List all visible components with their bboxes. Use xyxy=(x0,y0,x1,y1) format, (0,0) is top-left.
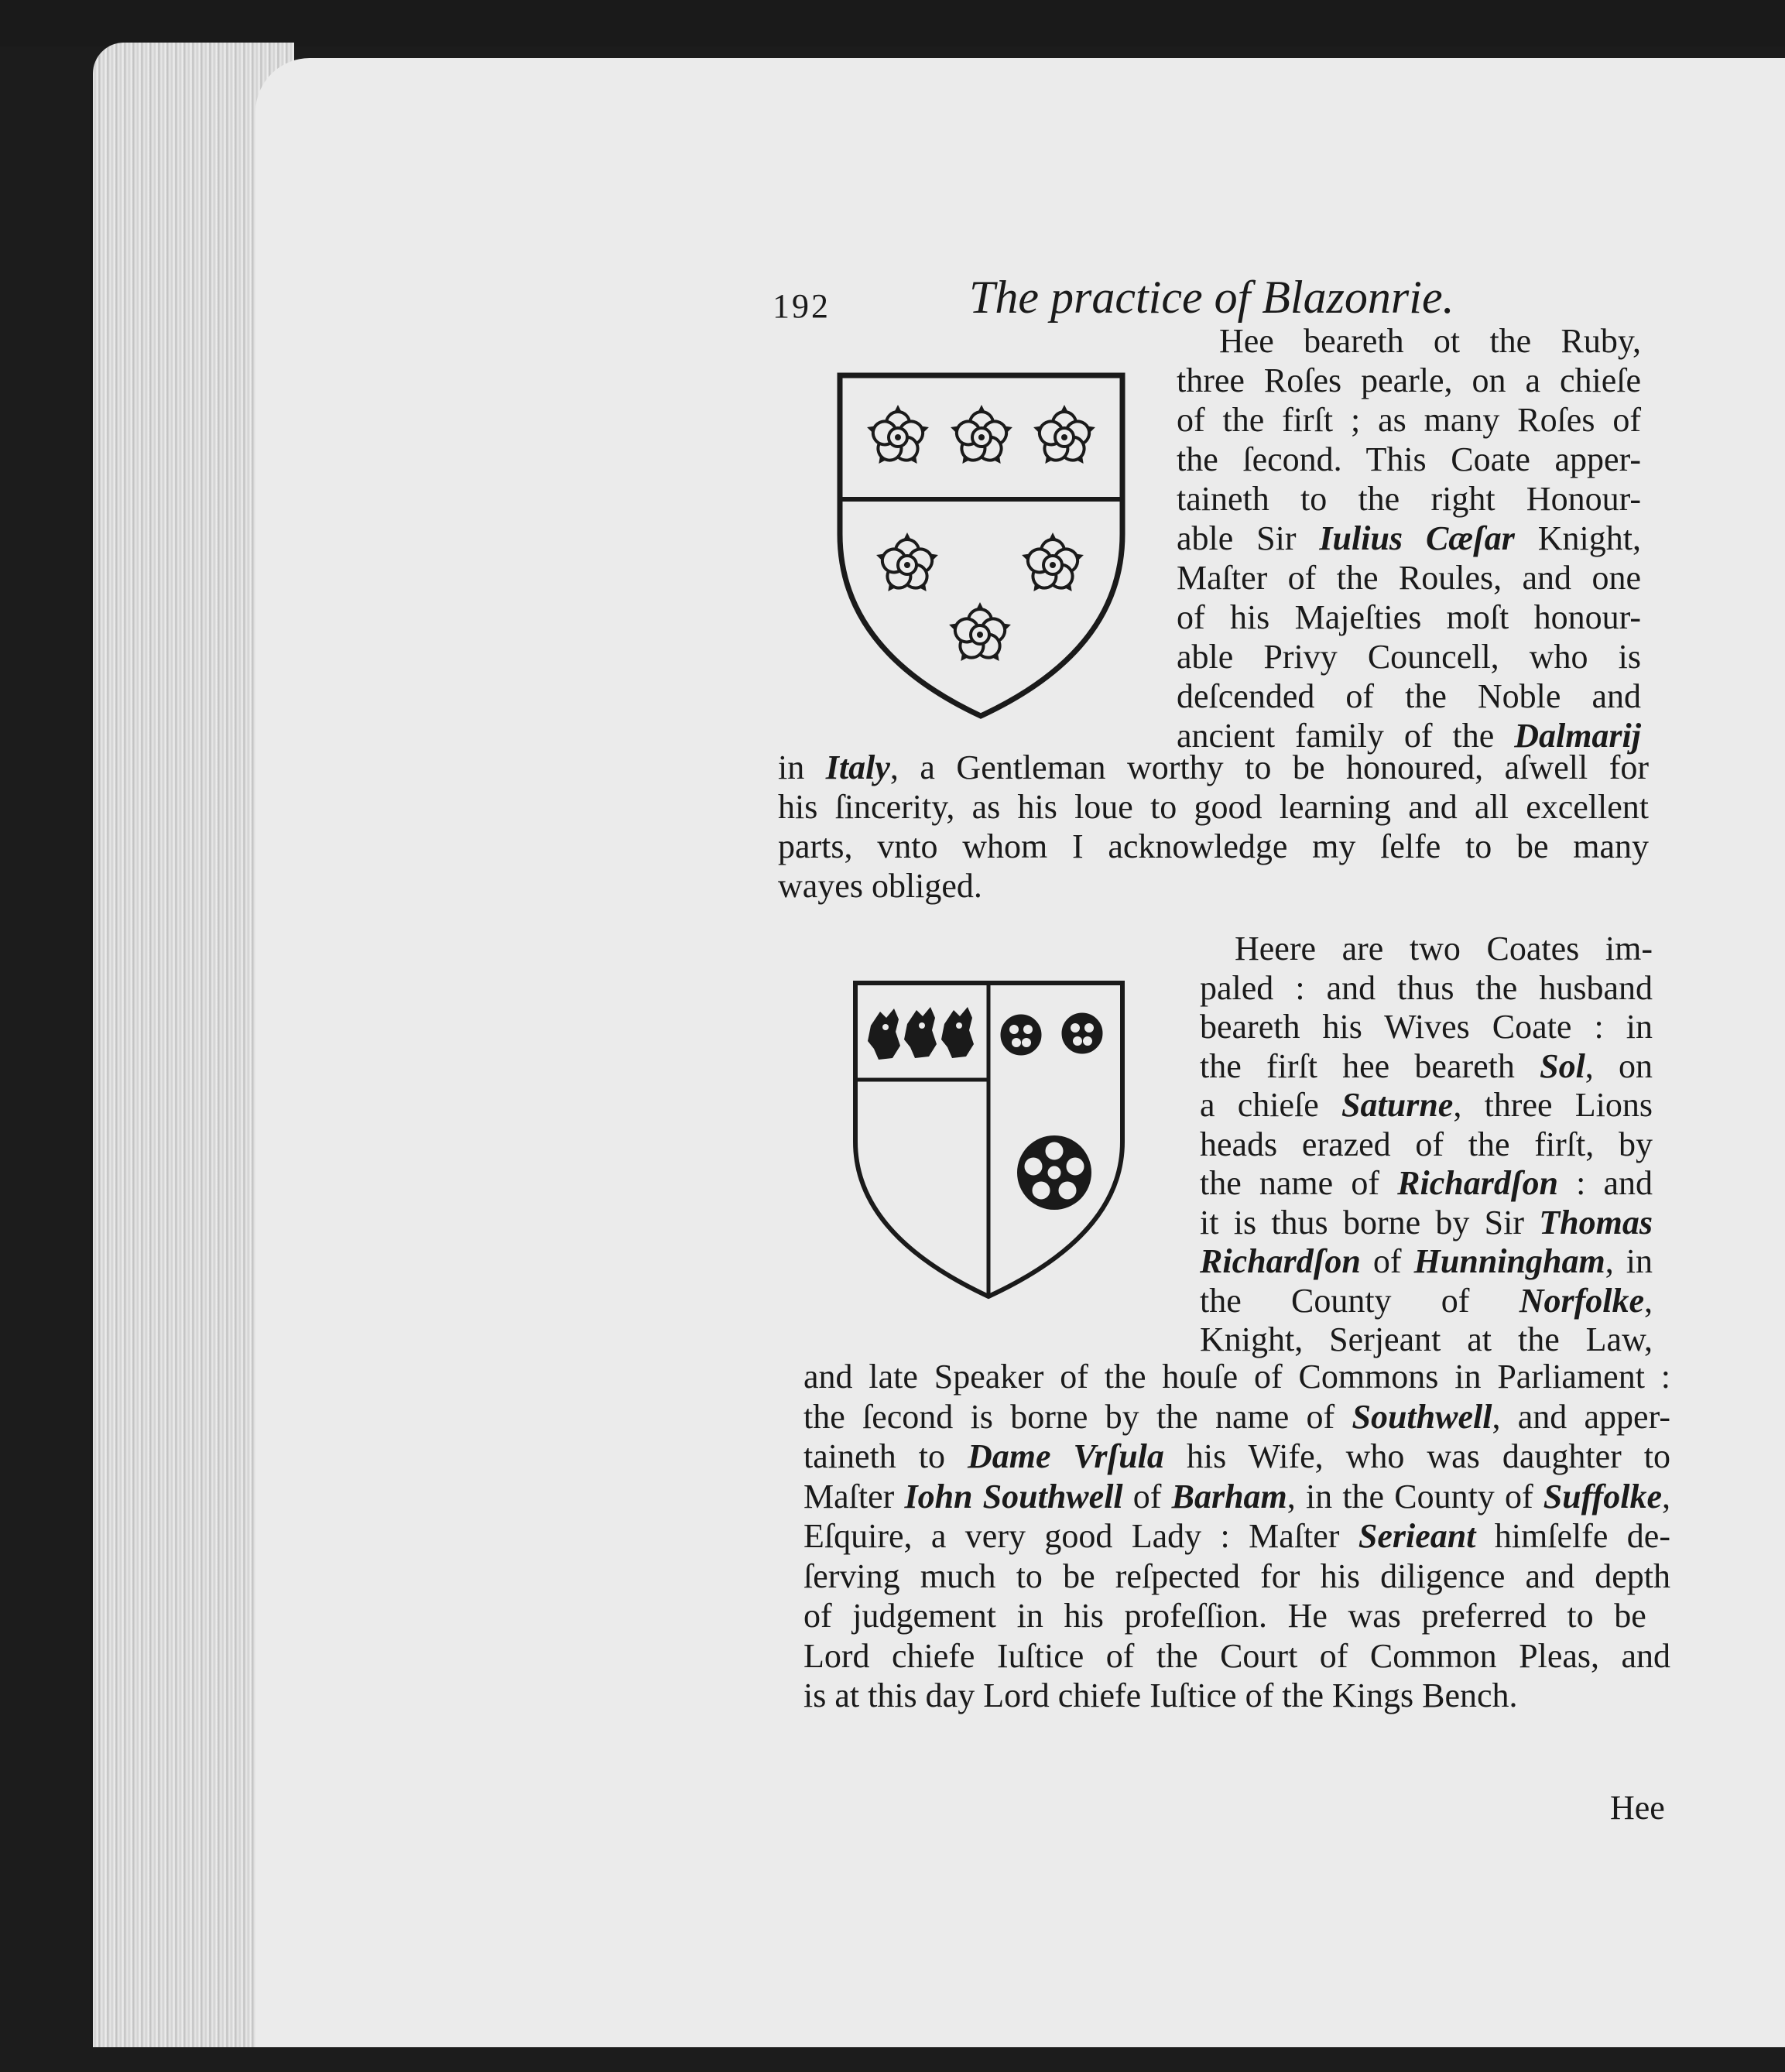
text-line xyxy=(1177,637,1641,676)
text-run: Lord chiefe Iuſtice of the Court of Common Pleas, and xyxy=(803,1636,1670,1675)
italic-name: Southwell xyxy=(1352,1397,1492,1436)
text-line xyxy=(778,748,1649,787)
text-run: Maſter of the Roules, and one xyxy=(1177,559,1641,597)
italic-name: Dalmarij xyxy=(1514,717,1641,755)
italic-name: Barham xyxy=(1171,1477,1287,1515)
text-line xyxy=(803,1477,1670,1516)
text-run: of xyxy=(1360,1242,1414,1280)
italic-name: Italy xyxy=(825,748,890,786)
text-line xyxy=(1200,1007,1653,1046)
italic-name: Richardſon xyxy=(1200,1242,1361,1280)
text-run: a chieſe xyxy=(1200,1086,1342,1124)
text-run: , on xyxy=(1585,1046,1653,1085)
text-line xyxy=(1200,1203,1653,1242)
text-line xyxy=(803,1397,1670,1437)
text-run: ancient family of the xyxy=(1177,717,1515,755)
coat-of-arms-caesar xyxy=(836,372,1126,720)
text-run: his ſincerity, as his loue to good learning and all excellent xyxy=(778,788,1649,826)
text-run: the ſecond. This Coate apper- xyxy=(1177,440,1641,478)
text-run: able Privy Councell, who is xyxy=(1177,638,1641,676)
text-line xyxy=(1177,519,1641,558)
text-run: of xyxy=(1122,1477,1172,1515)
scan-background xyxy=(0,0,1785,46)
text-run: himſelfe de- xyxy=(1475,1517,1670,1555)
text-line xyxy=(1235,929,1653,968)
italic-name: Serieant xyxy=(1358,1517,1476,1555)
text-line xyxy=(803,1437,1670,1476)
text-line xyxy=(803,1596,1646,1635)
text-line xyxy=(1177,479,1641,519)
text-run: , xyxy=(1662,1477,1670,1515)
italic-name: Dame Vrſula xyxy=(967,1437,1164,1475)
text-line xyxy=(1200,1085,1653,1125)
text-run: of judgement in his profeſſion. He was preferred to be xyxy=(803,1597,1646,1635)
page-number: 192 xyxy=(773,287,831,325)
text-line xyxy=(1177,598,1641,637)
text-line xyxy=(803,1636,1670,1676)
text-run: , three Lions xyxy=(1453,1086,1653,1124)
text-run: , in the County of xyxy=(1287,1477,1543,1515)
italic-name: Iohn Southwell xyxy=(904,1477,1123,1515)
text-run: taineth to xyxy=(803,1437,968,1475)
italic-name: Richardſon xyxy=(1397,1164,1558,1202)
text-run: taineth to the right Honour- xyxy=(1177,480,1641,518)
text-run: parts, vnto whom I acknowledge my ſelfe to be many xyxy=(778,827,1649,865)
text-run: heads erazed of the firſt, by xyxy=(1200,1125,1653,1163)
text-run: three Roſes pearle, on a chieſe xyxy=(1177,361,1641,399)
text-run: the firſt hee beareth xyxy=(1200,1046,1540,1085)
text-line xyxy=(803,1516,1670,1556)
italic-name: Sol xyxy=(1540,1046,1585,1085)
text-line xyxy=(1219,321,1641,361)
text-line xyxy=(1177,440,1641,479)
text-run: it is thus borne by Sir xyxy=(1200,1203,1540,1241)
text-run: , and apper- xyxy=(1492,1397,1670,1436)
text-line xyxy=(778,827,1649,866)
text-run: and late Speaker of the houſe of Commons in Parliament : xyxy=(803,1358,1670,1396)
text-run: , a Gentleman worthy to be honoured, aſwell for xyxy=(889,748,1649,786)
italic-name: Iulius Cæſar xyxy=(1319,519,1515,557)
text-line xyxy=(1200,1163,1653,1203)
text-run: of his Majeſties moſt honour- xyxy=(1177,598,1641,636)
text-run: the ſecond is borne by the name of xyxy=(803,1397,1352,1436)
coat-of-arms-impaled xyxy=(851,979,1126,1300)
text-run: his Wife, who was daughter to xyxy=(1163,1437,1670,1475)
text-line xyxy=(1177,676,1641,716)
text-line xyxy=(1200,968,1653,1008)
text-run: is at this day Lord chiefe Iuſtice of the Kings Bench. xyxy=(803,1676,1518,1714)
text-run: , in xyxy=(1605,1242,1653,1280)
text-line xyxy=(1177,400,1641,440)
text-line xyxy=(1200,1320,1653,1359)
text-run: able Sir xyxy=(1177,519,1320,557)
catchword: Hee xyxy=(1610,1789,1665,1827)
text-line xyxy=(778,787,1649,827)
text-run: Hee beareth ot the Ruby, xyxy=(1219,322,1641,360)
text-line xyxy=(1200,1046,1653,1086)
text-run: Maſter xyxy=(803,1477,905,1515)
text-line xyxy=(1200,1125,1653,1164)
text-run: Knight, Serjeant at the Law, xyxy=(1200,1320,1653,1358)
text-run: of the firſt ; as many Roſes of xyxy=(1177,401,1641,439)
text-run: in xyxy=(778,748,826,786)
text-line xyxy=(1177,361,1641,400)
text-line xyxy=(803,1676,1518,1715)
italic-name: Norfolke xyxy=(1519,1281,1644,1320)
text-run: deſcended of the Noble and xyxy=(1177,677,1641,715)
text-run: Eſquire, a very good Lady : Maſter xyxy=(803,1517,1358,1555)
text-run: beareth his Wives Coate : in xyxy=(1200,1008,1653,1046)
text-run: the County of xyxy=(1200,1281,1519,1320)
running-title: The practice of Blazonrie. xyxy=(969,272,1454,323)
italic-name: Thomas xyxy=(1539,1203,1653,1241)
text-run: , xyxy=(1644,1281,1653,1320)
text-run: : and xyxy=(1557,1164,1653,1202)
text-line xyxy=(803,1557,1670,1596)
text-run: paled : and thus the husband xyxy=(1200,968,1653,1007)
text-line xyxy=(1200,1241,1653,1281)
italic-name: Saturne xyxy=(1341,1086,1454,1124)
text-run: Heere are two Coates im- xyxy=(1235,930,1653,968)
text-line xyxy=(803,1357,1670,1396)
text-run: wayes obliged. xyxy=(778,867,982,905)
text-run: Knight, xyxy=(1514,519,1641,557)
text-line xyxy=(1177,558,1641,598)
text-run: the name of xyxy=(1200,1164,1398,1202)
text-line xyxy=(778,866,982,906)
italic-name: Suffolke xyxy=(1543,1477,1662,1515)
text-run: ſerving much to be reſpected for his diligence and depth xyxy=(803,1557,1670,1595)
italic-name: Hunningham xyxy=(1413,1242,1605,1280)
text-line xyxy=(1200,1281,1653,1320)
